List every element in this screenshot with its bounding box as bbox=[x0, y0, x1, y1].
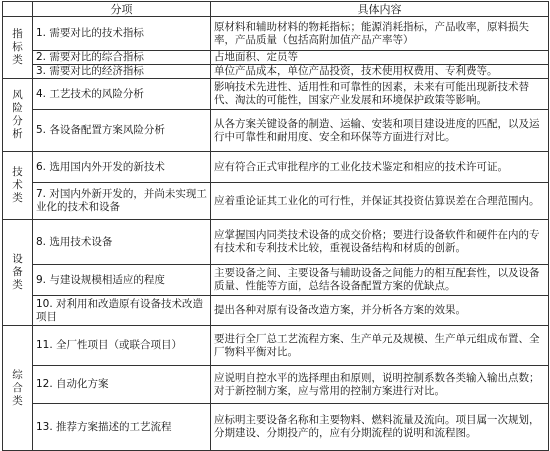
row-content: 要进行全厂总工艺流程方案、生产单元及规模、生产单元组成布置、全厂物料平衡对比。 bbox=[211, 326, 549, 366]
row-content: 影响技术先进性、适用性和可靠性的因素，未来有可能出现新技术替代、淘汰的可能性，国家产业发展和环境保护政策等影响。 bbox=[211, 79, 549, 110]
row-content: 应标明主要设备名称和主要物料、燃料流量及流向。项目属一次规划，分期建设、分期投产的，应有分期流程的说明和流程图。 bbox=[211, 404, 549, 451]
table-row bbox=[3, 110, 549, 152]
table-row bbox=[3, 220, 549, 265]
category-tech: 技 术 类 bbox=[3, 152, 33, 220]
row-content: 原材料和辅助材料的物耗指标；能源消耗指标，产品收率，原料损失率，产品质量（包括高附加值产品产率等） bbox=[211, 17, 549, 51]
row-content: 提出各种对原有设备改造方案，并分析各方案的效果。 bbox=[211, 296, 549, 326]
row-content: 主要设备之间、主要设备与辅助设备之间能力的相互配套性，以及设备质量、性能等方面，总结各设备配置方案的优缺点。 bbox=[211, 265, 549, 296]
table-row bbox=[3, 296, 549, 326]
table-header-row bbox=[3, 2, 549, 17]
table-row bbox=[3, 326, 549, 366]
category-risk: 风 险 分 析 bbox=[3, 79, 33, 152]
row-item: 4. 工艺技术的风险分析 bbox=[33, 79, 211, 110]
row-item: 7. 对国内外新开发的，并尚未实现工业化的技术和设备 bbox=[33, 183, 211, 220]
category-comprehensive: 综 合 类 bbox=[3, 326, 33, 451]
header-content: 具体内容 bbox=[211, 2, 549, 17]
comparison-table bbox=[2, 1, 549, 451]
table-row bbox=[3, 366, 549, 404]
row-content: 应掌握国内同类技术设备的成交价格；要进行设备软件和硬件在内的专有技术和专利技术比较，重视设备结构和材质的创新。 bbox=[211, 220, 549, 265]
row-item: 13. 推荐方案描述的工艺流程 bbox=[33, 404, 211, 451]
row-content: 应说明自控水平的选择理由和原则，说明控制系数各类输入输出点数；对于新控制方案，应与常用的控制方案进行对比。 bbox=[211, 366, 549, 404]
header-empty bbox=[3, 2, 33, 17]
row-item: 11. 全厂性项目（或联合项目） bbox=[33, 326, 211, 366]
table-row bbox=[3, 51, 549, 65]
header-item: 分项 bbox=[33, 2, 211, 17]
row-content: 单位产品成本，单位产品投资，技术使用权费用、专利费等。 bbox=[211, 65, 549, 79]
row-content: 从各方案关键设备的制造、运输、安装和项目建设进度的匹配，以及运行中可靠性和耐用度、安全和环保等方面进行对比。 bbox=[211, 110, 549, 152]
row-content: 应有符合正式审批程序的工业化技术鉴定和相应的技术许可证。 bbox=[211, 152, 549, 183]
category-indicators: 指 标 类 bbox=[3, 17, 33, 79]
table-row bbox=[3, 65, 549, 79]
row-item: 6. 选用国内外开发的新技术 bbox=[33, 152, 211, 183]
table-row bbox=[3, 17, 549, 51]
row-content: 应着重论证其工业化的可行性，并保证其投资估算误差在合理范围内。 bbox=[211, 183, 549, 220]
category-equipment: 设 备 类 bbox=[3, 220, 33, 326]
row-item: 5. 各设备配置方案风险分析 bbox=[33, 110, 211, 152]
table-row bbox=[3, 152, 549, 183]
row-item: 1. 需要对比的技术指标 bbox=[33, 17, 211, 51]
table-row bbox=[3, 183, 549, 220]
table-row bbox=[3, 404, 549, 451]
row-content: 占地面积、定员等 bbox=[211, 51, 549, 65]
row-item: 9. 与建设规模相适应的程度 bbox=[33, 265, 211, 296]
row-item: 2. 需要对比的综合指标 bbox=[33, 51, 211, 65]
row-item: 8. 选用技术设备 bbox=[33, 220, 211, 265]
table-row bbox=[3, 79, 549, 110]
row-item: 12. 自动化方案 bbox=[33, 366, 211, 404]
row-item: 3. 需要对比的经济指标 bbox=[33, 65, 211, 79]
table-row bbox=[3, 265, 549, 296]
row-item: 10. 对利用和改造原有设备技术改造项目 bbox=[33, 296, 211, 326]
